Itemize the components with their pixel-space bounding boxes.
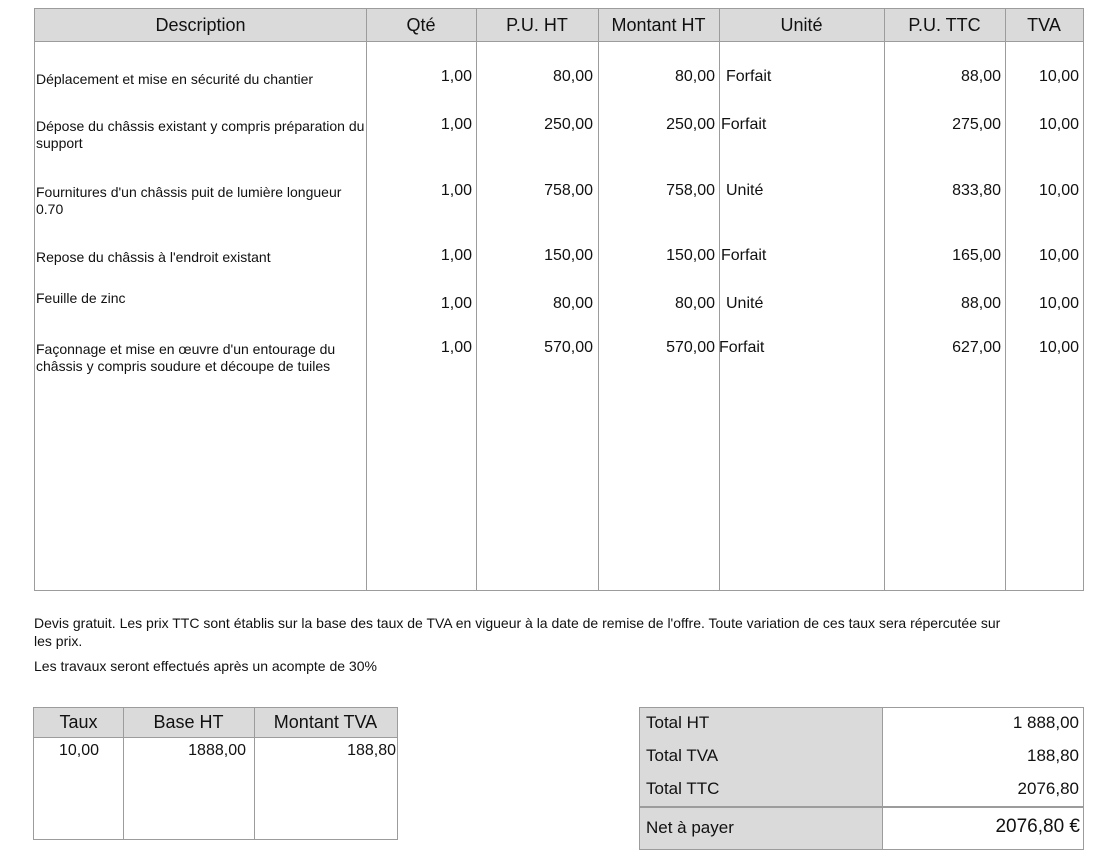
row-qty: 1,00 <box>440 295 472 312</box>
row-pu-ttc: 88,00 <box>960 295 1001 312</box>
row-description: Déplacement et mise en sécurité du chantier <box>36 71 314 87</box>
vat-header-taux: Taux <box>34 708 123 738</box>
row-pu-ht: 570,00 <box>544 339 593 356</box>
row-tva: 10,00 <box>1038 116 1079 133</box>
row-tva: 10,00 <box>1038 295 1079 312</box>
row-pu-ht: 758,00 <box>544 182 593 199</box>
row-description: Repose du châssis à l'endroit existant <box>36 249 271 265</box>
row-description: Façonnage et mise en œuvre d'un entourage du châssis y compris soudure et découpe de tuiles <box>36 341 336 374</box>
row-qty: 1,00 <box>440 68 472 85</box>
header-description: Description <box>35 9 366 42</box>
row-qty: 1,00 <box>440 339 472 356</box>
row-pu-ttc: 88,00 <box>960 68 1001 85</box>
row-description: Dépose du châssis existant y compris préparation du support <box>36 118 365 151</box>
header-unite: Unité <box>719 9 884 42</box>
vat-row-montant-tva: 188,80 <box>347 742 396 759</box>
row-pu-ht: 250,00 <box>544 116 593 133</box>
row-unite: Forfait <box>726 68 772 85</box>
row-pu-ttc: 627,00 <box>952 339 1001 356</box>
row-unite: Forfait <box>721 116 767 133</box>
row-unite: Forfait <box>721 247 767 264</box>
total-ht-value: 1 888,00 <box>1012 713 1079 732</box>
header-montant-ht: Montant HT <box>598 9 719 42</box>
header-tva: TVA <box>1005 9 1083 42</box>
vat-header-base-ht: Base HT <box>123 708 254 738</box>
column-divider <box>476 9 477 590</box>
note-prices: Devis gratuit. Les prix TTC sont établis sur la base des taux de TVA en vigueur à la date de remise de l'offre. Toute variation de ces taux sera répercutée sur <box>34 615 1001 631</box>
row-montant-ht: 150,00 <box>666 247 715 264</box>
header-qty: Qté <box>366 9 476 42</box>
row-tva: 10,00 <box>1038 247 1079 264</box>
vat-row-base-ht: 1888,00 <box>188 742 246 759</box>
total-ttc-value: 2076,80 <box>1017 779 1079 798</box>
row-qty: 1,00 <box>440 247 472 264</box>
row-qty: 1,00 <box>440 116 472 133</box>
row-description: Fournitures d'un châssis puit de lumière longueur 0.70 <box>36 184 342 217</box>
row-tva: 10,00 <box>1038 339 1079 356</box>
row-qty: 1,00 <box>440 182 472 199</box>
row-tva: 10,00 <box>1038 182 1079 199</box>
row-montant-ht: 570,00 <box>666 339 715 356</box>
row-montant-ht: 80,00 <box>674 68 715 85</box>
row-unite: Forfait <box>719 339 765 356</box>
header-pu-ttc: P.U. TTC <box>884 9 1005 42</box>
total-ht-label: Total HT <box>646 713 710 732</box>
column-divider <box>123 708 124 839</box>
column-divider <box>719 9 720 590</box>
total-ttc-label: Total TTC <box>646 779 720 798</box>
total-tva-value: 188,80 <box>1027 746 1079 765</box>
row-unite: Unité <box>726 295 764 312</box>
row-tva: 10,00 <box>1038 68 1079 85</box>
column-divider <box>598 9 599 590</box>
column-divider <box>884 9 885 590</box>
row-pu-ht: 80,00 <box>552 295 593 312</box>
vat-header-montant-tva: Montant TVA <box>254 708 397 738</box>
net-a-payer-value: 2076,80 € <box>995 816 1080 837</box>
row-montant-ht: 80,00 <box>674 295 715 312</box>
vat-table <box>33 707 398 840</box>
total-tva-label: Total TVA <box>646 746 719 765</box>
row-montant-ht: 250,00 <box>666 116 715 133</box>
column-divider <box>1005 9 1006 590</box>
row-unite: Unité <box>726 182 764 199</box>
net-a-payer-label: Net à payer <box>646 818 734 837</box>
row-description: Feuille de zinc <box>36 290 126 306</box>
row-pu-ttc: 275,00 <box>952 116 1001 133</box>
note-prices-cont: les prix. <box>34 633 83 649</box>
row-pu-ttc: 165,00 <box>952 247 1001 264</box>
column-divider <box>254 708 255 839</box>
row-montant-ht: 758,00 <box>666 182 715 199</box>
row-pu-ht: 80,00 <box>552 68 593 85</box>
vat-row-taux: 10,00 <box>59 742 100 759</box>
row-pu-ttc: 833,80 <box>952 182 1001 199</box>
row-pu-ht: 150,00 <box>544 247 593 264</box>
header-pu-ht: P.U. HT <box>476 9 598 42</box>
note-deposit: Les travaux seront effectués après un acompte de 30% <box>34 658 377 674</box>
